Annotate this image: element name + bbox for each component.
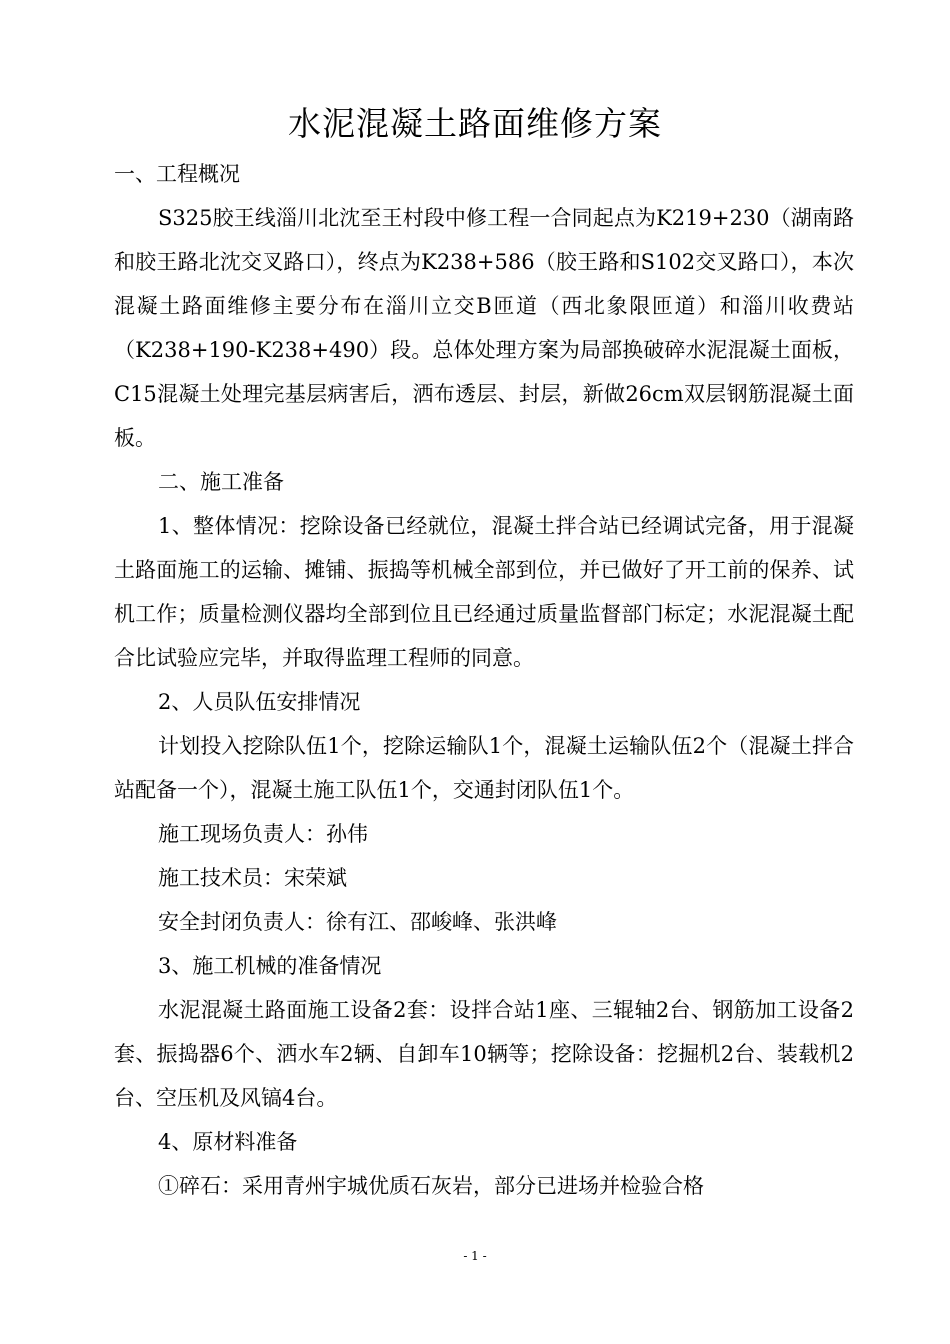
paragraph-overall-situation: 1、整体情况：挖除设备已经就位，混凝土拌合站已经调试完备，用于混凝土路面施工的运输、摊铺、振捣等机械全部到位，并已做好了开工前的保养、试机工作；质量检测仪器均全部到位且已经通过质量监督部门标定；水泥混凝土配合比试验应完毕，并取得监理工程师的同意。 [114, 514, 854, 670]
line-site-manager: 施工现场负责人：孙伟 [158, 822, 368, 846]
page-number: - 1 - [463, 1249, 487, 1263]
paragraph-crushed-stone: ①碎石：采用青州宇城优质石灰岩，部分已进场并检验合格 [158, 1174, 704, 1198]
paragraph-machinery: 水泥混凝土路面施工设备2套：设拌合站1座、三辊轴2台、钢筋加工设备2套、振捣器6个、洒水车2辆、自卸车10辆等；挖除设备：挖掘机2台、装载机2台、空压机及风镐4台。 [114, 998, 854, 1110]
subheading-personnel: 2、人员队伍安排情况 [158, 690, 361, 714]
section-heading-construction-preparation: 二、施工准备 [158, 470, 284, 494]
line-safety-manager: 安全封闭负责人：徐有江、邵峻峰、张洪峰 [158, 910, 557, 934]
paragraph-project-overview: S325胶王线淄川北沈至王村段中修工程一合同起点为K219+230（湖南路和胶王路北沈交叉路口），终点为K238+586（胶王路和S102交叉路口），本次混凝土路面维修主要分布在淄川立交B匝道（西北象限匝道）和淄川收费站（K238+190-K238+490）段。总体处理方案为局部换破碎水泥混凝土面板，C15混凝土处理完基层病害后，洒布透层、封层，新做26cm双层钢筋混凝土面板。 [114, 206, 854, 450]
document-body [114, 152, 854, 1208]
section-heading-project-overview: 一、工程概况 [114, 162, 240, 186]
subheading-machinery: 3、施工机械的准备情况 [158, 954, 382, 978]
subheading-raw-materials: 4、原材料准备 [158, 1130, 298, 1154]
paragraph-personnel-plan: 计划投入挖除队伍1个，挖除运输队1个，混凝土运输队伍2个（混凝土拌合站配备一个），混凝土施工队伍1个，交通封闭队伍1个。 [114, 734, 854, 802]
document-title: 水泥混凝土路面维修方案 [288, 104, 662, 143]
line-technician: 施工技术员：宋荣斌 [158, 866, 347, 890]
